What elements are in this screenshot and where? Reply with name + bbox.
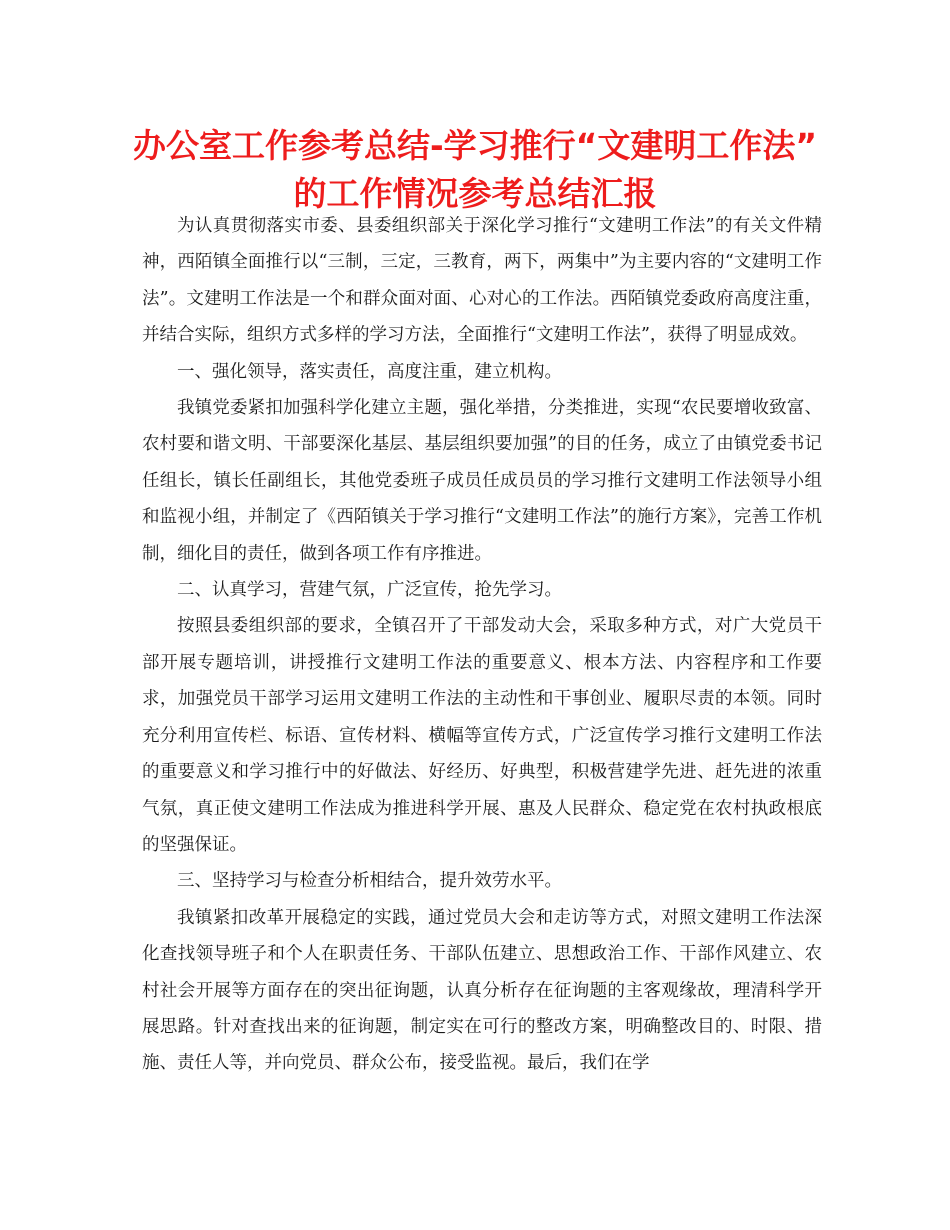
paragraph-section-1: 我镇党委紧扣加强科学化建立主题，强化举措，分类推进，实现“农民要增收致富、农村要和谐文明、干部要深化基层、基层组织要加强”的目的任务，成立了由镇党委书记任组长，镇长任副组长，其他党委班子成员任成员员的学习推行文建明工作法领导小组和监视小组，并制定了《西陌镇关于学习推行“文建明工作法”的施行方案》，完善工作机制，细化目的责任，做到各项工作有序推进。 — [142, 398, 822, 564]
document-title-line-1: 办公室工作参考总结-学习推行“文建明工作法” — [132, 126, 818, 165]
section-heading-2: 二、认真学习，营建气氛，广泛宣传，抢先学习。 — [177, 580, 562, 601]
document-body — [142, 208, 822, 1082]
section-heading-1: 一、强化领导，落实责任，高度注重，建立机构。 — [177, 361, 562, 382]
document-title — [100, 122, 850, 218]
paragraph-intro: 为认真贯彻落实市委、县委组织部关于深化学习推行“文建明工作法”的有关文件精神，西陌镇全面推行以“三制，三定，三教育，两下，两集中”为主要内容的“文建明工作法”。文建明工作法是一个和群众面对面、心对心的工作法。西陌镇党委政府高度注重，并结合实际，组织方式多样的学习方法，全面推行“文建明工作法”，获得了明显成效。 — [142, 216, 822, 346]
paragraph-section-3: 我镇紧扣改革开展稳定的实践，通过党员大会和走访等方式，对照文建明工作法深化查找领导班子和个人在职责任务、干部队伍建立、思想政治工作、干部作风建立、农村社会开展等方面存在的突出征询题，认真分析存在征询题的主客观缘故，理清科学开展思路。针对查找出来的征询题，制定实在可行的整改方案，明确整改目的、时限、措施、责任人等，并向党员、群众公布，接受监视。最后，我们在学 — [142, 907, 822, 1074]
paragraph-section-2: 按照县委组织部的要求，全镇召开了干部发动大会，采取多种方式，对广大党员干部开展专题培训，讲授推行文建明工作法的重要意义、根本方法、内容程序和工作要求，加强党员干部学习运用文建明工作法的主动性和干事创业、履职尽责的本领。同时充分利用宣传栏、标语、宣传材料、横幅等宣传方式，广泛宣传学习推行文建明工作法的重要意义和学习推行中的好做法、好经历、好典型，积极营建学先进、赶先进的浓重气氛，真正使文建明工作法成为推进科学开展、惠及人民群众、稳定党在农村执政根底的坚强保证。 — [142, 616, 822, 855]
section-heading-3: 三、坚持学习与检查分析相结合，提升效劳水平。 — [177, 871, 562, 892]
document-title-line-2: 的工作情况参考总结汇报 — [293, 174, 657, 213]
